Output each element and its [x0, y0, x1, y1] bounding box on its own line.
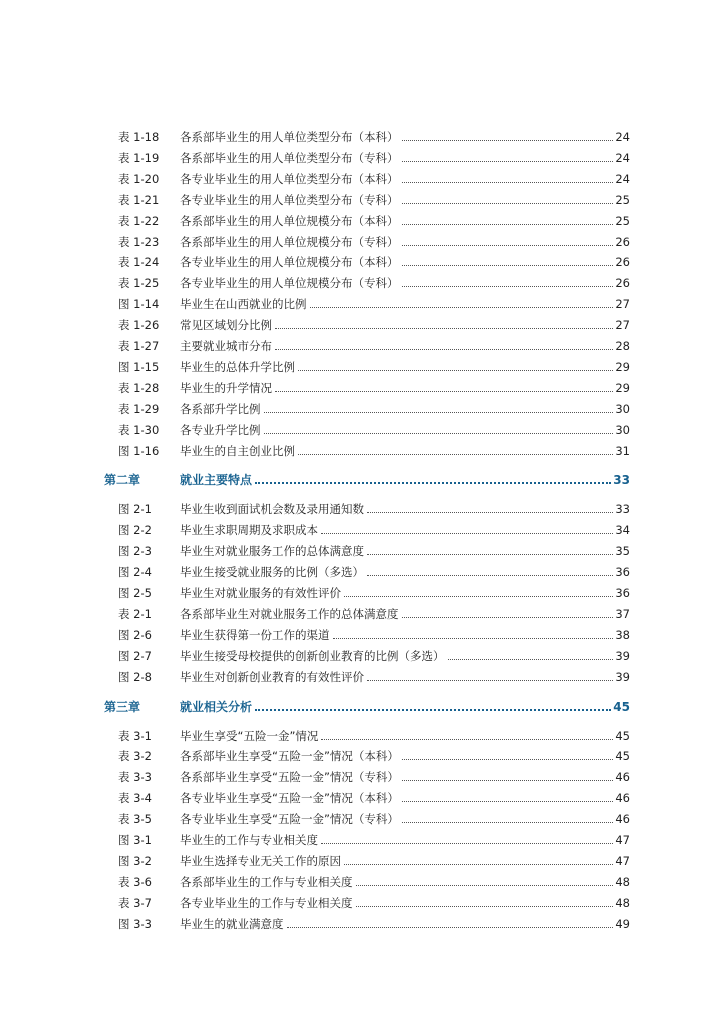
- toc-entry-title: 毕业生对就业服务的有效性评价: [180, 586, 341, 600]
- dot-leader: [402, 617, 614, 618]
- toc-entry-row[interactable]: [104, 333, 630, 353]
- toc-entry-label: 图 2-2: [118, 523, 152, 538]
- dot-leader: [448, 659, 614, 660]
- toc-page-number: 49: [615, 916, 630, 931]
- toc-page-number: 30: [615, 422, 630, 437]
- toc-entry-title: 各专业毕业生的用人单位类型分布（本科）: [180, 171, 399, 186]
- toc-page-number: 26: [615, 255, 630, 270]
- toc-chapter-row[interactable]: [104, 467, 630, 487]
- dot-leader: [402, 245, 614, 246]
- toc-entry-label: 表 1-21: [118, 192, 160, 207]
- toc-entry-title: 毕业生的自主创业比例: [180, 443, 295, 458]
- toc-entry-row[interactable]: [104, 723, 630, 743]
- dot-leader: [367, 680, 613, 681]
- toc-page-number: 28: [615, 339, 630, 353]
- dot-leader: [356, 885, 614, 886]
- dot-leader: [402, 224, 614, 225]
- toc-entry-label: 表 1-24: [118, 255, 160, 270]
- dot-leader: [264, 433, 614, 434]
- toc-entry-title: 各系部毕业生的用人单位规模分布（本科）: [180, 213, 399, 228]
- toc-page-number: 47: [615, 833, 630, 847]
- toc-page-number: 38: [615, 627, 630, 642]
- toc-entry-label: 图 3-2: [118, 853, 152, 868]
- toc-entry-label: 表 1-25: [118, 276, 160, 291]
- toc-page-number: 45: [615, 728, 630, 743]
- toc-entry-row[interactable]: [104, 291, 630, 311]
- toc-page-number: 27: [615, 318, 630, 333]
- toc-page-number: 31: [615, 443, 630, 458]
- toc-page-number: 25: [615, 192, 630, 207]
- toc-entry-row[interactable]: [104, 827, 630, 847]
- dot-leader: [402, 140, 614, 141]
- toc-entry-row[interactable]: [104, 249, 630, 269]
- toc-entry-label: 表 3-1: [118, 728, 152, 743]
- toc-entry-label: 表 3-2: [118, 749, 152, 764]
- dot-leader: [402, 822, 613, 823]
- dot-leader: [255, 482, 611, 484]
- toc-page-number: 37: [615, 606, 630, 621]
- dot-leader: [298, 370, 613, 371]
- toc-page-number: 45: [613, 699, 630, 714]
- toc-entry-title: 毕业生接受母校提供的创新创业教育的比例（多选）: [180, 648, 445, 663]
- toc-entry-label: 图 1-15: [118, 359, 160, 374]
- toc-entry-label: 图 2-1: [118, 502, 152, 517]
- toc-entry-row[interactable]: [104, 187, 630, 207]
- toc-page-number: 39: [615, 648, 630, 663]
- toc-entry-label: 表 3-7: [118, 895, 152, 910]
- toc-page-number: 47: [615, 853, 630, 868]
- toc-page-number: 24: [615, 130, 630, 144]
- toc-entry-title: 毕业生获得第一份工作的渠道: [180, 627, 330, 642]
- dot-leader: [367, 575, 613, 576]
- toc-page-number: 33: [615, 502, 630, 517]
- dot-leader: [321, 533, 613, 534]
- toc-entry-title: 毕业生对创新创业教育的有效性评价: [180, 669, 364, 684]
- toc-entry-title: 毕业生的升学情况: [180, 380, 272, 395]
- dot-leader: [264, 412, 614, 413]
- toc-entry-title: 毕业生的总体升学比例: [180, 359, 295, 374]
- dot-leader: [367, 512, 613, 513]
- toc-entry-title: 各系部毕业生的用人单位类型分布（本科）: [180, 130, 399, 144]
- dot-leader: [402, 265, 614, 266]
- toc-entry-label: 表 2-1: [118, 606, 152, 621]
- toc-page-number: 39: [615, 669, 630, 684]
- toc-entry-row[interactable]: [104, 417, 630, 437]
- toc-entry-label: 图 2-3: [118, 544, 152, 559]
- toc-entry-label: 第二章: [104, 473, 141, 488]
- toc-entry-row[interactable]: [104, 270, 630, 290]
- toc-entry-label: 表 1-28: [118, 380, 160, 395]
- toc-page-number: 26: [615, 234, 630, 249]
- toc-entry-label: 表 3-4: [118, 791, 152, 806]
- toc-entry-title: 各专业毕业生的用人单位规模分布（本科）: [180, 255, 399, 270]
- dot-leader: [275, 391, 613, 392]
- toc-page-number: 46: [615, 812, 630, 827]
- toc-entry-title: 各专业毕业生享受“五险一金”情况（专科）: [180, 812, 399, 827]
- toc-entry-label: 表 3-3: [118, 770, 152, 785]
- dot-leader: [402, 203, 614, 204]
- toc-entry-title: 各专业毕业生的工作与专业相关度: [180, 895, 353, 910]
- toc-entry-title: 毕业生对就业服务工作的总体满意度: [180, 544, 364, 559]
- toc-entry-row[interactable]: [104, 229, 630, 249]
- toc-entry-title: 各专业升学比例: [180, 422, 261, 437]
- toc-entry-row[interactable]: [104, 166, 630, 186]
- toc-entry-title: 各系部毕业生的用人单位规模分布（专科）: [180, 234, 399, 249]
- toc-entry-row[interactable]: [104, 396, 630, 416]
- toc-entry-row[interactable]: [104, 208, 630, 228]
- toc-entry-title: 常见区域划分比例: [180, 318, 272, 333]
- toc-entry-row[interactable]: [104, 517, 630, 537]
- dot-leader: [367, 554, 613, 555]
- toc-entry-label: 表 1-18: [118, 130, 160, 144]
- toc-entry-row[interactable]: [104, 145, 630, 165]
- toc-entry-label: 表 1-20: [118, 171, 160, 186]
- toc-entry-row[interactable]: [104, 375, 630, 395]
- dot-leader: [402, 780, 613, 781]
- toc-entry-label: 表 1-19: [118, 150, 160, 165]
- dot-leader: [321, 843, 613, 844]
- toc-entry-row[interactable]: [104, 580, 630, 600]
- toc-entry-title: 各系部升学比例: [180, 401, 261, 416]
- toc-page-number: 46: [615, 770, 630, 785]
- dot-leader: [402, 161, 614, 162]
- toc-entry-title: 各系部毕业生对就业服务工作的总体满意度: [180, 606, 399, 621]
- dot-leader: [321, 739, 613, 740]
- toc-entry-row[interactable]: [104, 312, 630, 332]
- toc-entry-title: 各专业毕业生的用人单位类型分布（专科）: [180, 192, 399, 207]
- toc-entry-row[interactable]: [104, 354, 630, 374]
- dot-leader: [344, 596, 613, 597]
- toc-entry-row[interactable]: [104, 622, 630, 642]
- dot-leader: [275, 328, 613, 329]
- toc-entry-title: 毕业生收到面试机会数及录用通知数: [180, 502, 364, 517]
- toc-entry-label: 表 1-29: [118, 401, 160, 416]
- dot-leader: [275, 349, 613, 350]
- toc-entry-title: 毕业生的就业满意度: [180, 916, 284, 931]
- toc-entry-title: 各专业毕业生的用人单位规模分布（专科）: [180, 276, 399, 291]
- toc-entry-label: 表 1-27: [118, 339, 160, 353]
- toc-entry-row[interactable]: [104, 438, 630, 458]
- toc-entry-label: 图 1-14: [118, 297, 160, 312]
- toc-page-number: 33: [613, 473, 630, 488]
- toc-page-number: 36: [615, 565, 630, 580]
- toc-entry-label: 表 1-30: [118, 422, 160, 437]
- toc-entry-row[interactable]: [104, 601, 630, 621]
- toc-page-number: 48: [615, 874, 630, 889]
- toc-entry-title: 就业相关分析: [180, 699, 253, 714]
- toc-entry-row[interactable]: [104, 538, 630, 558]
- toc-page-number: 36: [615, 586, 630, 600]
- toc-entry-row[interactable]: [104, 496, 630, 516]
- dot-leader: [402, 759, 613, 760]
- toc-entry-title: 各系部毕业生享受“五险一金”情况（专科）: [180, 770, 399, 785]
- toc-entry-row[interactable]: [104, 806, 630, 826]
- toc-entry-label: 图 2-7: [118, 648, 152, 663]
- toc-page-number: 25: [615, 213, 630, 228]
- toc-entry-row[interactable]: [104, 890, 630, 910]
- dot-leader: [287, 927, 614, 928]
- toc-entry-label: 图 2-8: [118, 669, 152, 684]
- toc-page-number: 30: [615, 401, 630, 416]
- toc-entry-title: 毕业生的工作与专业相关度: [180, 833, 318, 847]
- toc-entry-row[interactable]: [104, 643, 630, 663]
- dot-leader: [255, 709, 611, 711]
- toc-entry-label: 图 3-3: [118, 916, 152, 931]
- toc-page-number: 26: [615, 276, 630, 291]
- toc-entry-label: 表 3-5: [118, 812, 152, 827]
- toc-page-number: 48: [615, 895, 630, 910]
- toc-entry-title: 就业主要特点: [180, 473, 253, 488]
- toc-entry-title: 毕业生求职周期及求职成本: [180, 523, 318, 538]
- dot-leader: [402, 801, 613, 802]
- toc-entry-title: 各专业毕业生享受“五险一金”情况（本科）: [180, 791, 399, 806]
- toc-entry-label: 图 2-5: [118, 586, 152, 600]
- toc-entry-row[interactable]: [104, 911, 630, 931]
- toc-entry-title: 毕业生接受就业服务的比例（多选）: [180, 565, 364, 580]
- toc-entry-label: 表 1-23: [118, 234, 160, 249]
- toc-page-number: 27: [615, 297, 630, 312]
- toc-page-number: 34: [615, 523, 630, 538]
- toc-entry-label: 表 1-26: [118, 318, 160, 333]
- toc-page-number: 46: [615, 791, 630, 806]
- toc-entry-row[interactable]: [104, 664, 630, 684]
- toc-chapter-row[interactable]: [104, 694, 630, 714]
- toc-page-number: 29: [615, 359, 630, 374]
- dot-leader: [402, 286, 614, 287]
- toc-page-number: 29: [615, 380, 630, 395]
- toc-entry-label: 表 3-6: [118, 874, 152, 889]
- toc-entry-title: 各系部毕业生享受“五险一金”情况（本科）: [180, 749, 399, 764]
- toc-entry-row[interactable]: [104, 785, 630, 805]
- toc-entry-title: 各系部毕业生的用人单位类型分布（专科）: [180, 150, 399, 165]
- toc-entry-title: 毕业生选择专业无关工作的原因: [180, 853, 341, 868]
- toc-entry-row[interactable]: [104, 124, 630, 144]
- toc-entry-title: 毕业生享受“五险一金”情况: [180, 728, 319, 743]
- toc-entry-label: 第三章: [104, 699, 141, 714]
- toc-entry-row[interactable]: [104, 869, 630, 889]
- dot-leader: [333, 638, 614, 639]
- toc-entry-label: 表 1-22: [118, 213, 160, 228]
- toc-entry-row[interactable]: [104, 743, 630, 763]
- dot-leader: [310, 307, 614, 308]
- toc-entry-label: 图 1-16: [118, 443, 160, 458]
- toc-entry-row[interactable]: [104, 559, 630, 579]
- dot-leader: [344, 864, 613, 865]
- dot-leader: [356, 906, 614, 907]
- toc-page-number: 35: [615, 544, 630, 559]
- toc-page-number: 24: [615, 171, 630, 186]
- toc-entry-title: 主要就业城市分布: [180, 339, 272, 353]
- toc-entry-title: 毕业生在山西就业的比例: [180, 297, 307, 312]
- toc-entry-row[interactable]: [104, 764, 630, 784]
- dot-leader: [298, 454, 613, 455]
- toc-page-number: 45: [615, 749, 630, 764]
- dot-leader: [402, 182, 614, 183]
- toc-entry-label: 图 3-1: [118, 833, 152, 847]
- toc-entry-title: 各系部毕业生的工作与专业相关度: [180, 874, 353, 889]
- toc-entry-label: 图 2-6: [118, 627, 152, 642]
- toc-page-number: 24: [615, 150, 630, 165]
- toc-entry-label: 图 2-4: [118, 565, 152, 580]
- toc-entry-row[interactable]: [104, 848, 630, 868]
